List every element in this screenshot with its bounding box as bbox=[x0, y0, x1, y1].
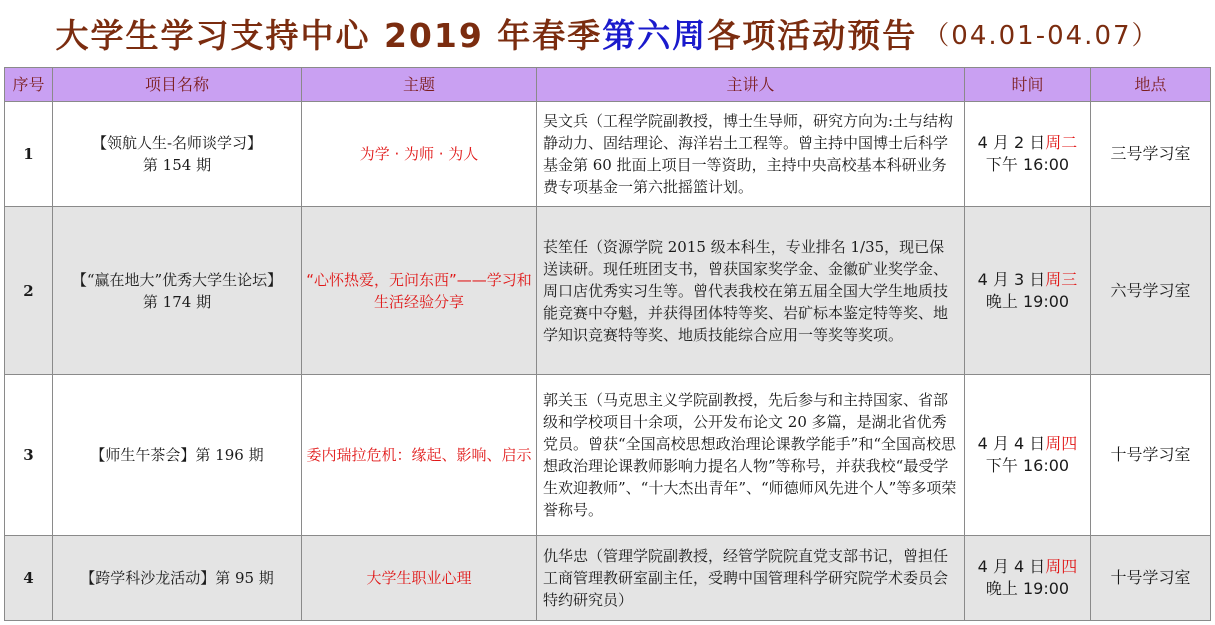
time-cell bbox=[965, 536, 1091, 621]
table-row bbox=[5, 102, 1211, 207]
event-weekday: 周二 bbox=[1045, 133, 1078, 152]
title-dates: （04.01-04.07） bbox=[923, 20, 1160, 51]
speaker-cell: 苌笙任（资源学院 2015 级本科生，专业排名 1/35，现已保送读研。现任班团支书，曾获国家奖学金、金徽矿业奖学金、周口店优秀实习生等。曾代表我校在第五届全国大学生地质技能竞赛中夺魁，并获得团体特等奖、岩矿标本鉴定特等奖、地学知识竞赛特等奖、地质技能综合应用一等奖等奖项。 bbox=[537, 207, 965, 375]
project-name bbox=[53, 207, 302, 375]
row-number: 2 bbox=[5, 207, 53, 375]
event-date: 4 月 3 日 bbox=[977, 269, 1046, 289]
project-issue: 第 154 期 bbox=[142, 156, 212, 174]
table-row bbox=[5, 375, 1211, 536]
speaker-cell: 吴文兵（工程学院副教授，博士生导师，研究方向为:土与结构静动力、固结理论、海洋岩土工程等。曾主持中国博士后科学基金第 60 批面上项目一等资助，主持中央高校基本科研业务费专项基金一第六批摇篮计划。 bbox=[537, 102, 965, 207]
speaker-cell: 郭关玉（马克思主义学院副教授，先后参与和主持国家、省部级和学校项目十余项，公开发布论文 20 多篇，是湖北省优秀党员。曾获“全国高校思想政治理论课教学能手”和“全国高校思想政治理论课教师影响力提名人物”等称号，并获我校“最受学生欢迎教师”、“十大杰出青年”、“师德师风先进个人”等多项荣誉称号。 bbox=[537, 375, 965, 536]
header-place: 地点 bbox=[1091, 68, 1211, 102]
table-row bbox=[5, 536, 1211, 621]
row-number: 3 bbox=[5, 375, 53, 536]
event-weekday: 周三 bbox=[1045, 269, 1078, 289]
topic-cell: 为学 · 为师 · 为人 bbox=[302, 102, 537, 207]
project-issue: 第 174 期 bbox=[142, 292, 212, 311]
event-hour: 下午 16:00 bbox=[985, 155, 1070, 174]
place-cell: 十号学习室 bbox=[1091, 375, 1211, 536]
event-date: 4 月 2 日 bbox=[977, 133, 1046, 152]
topic-cell: 大学生职业心理 bbox=[302, 536, 537, 621]
header-speaker: 主讲人 bbox=[537, 68, 965, 102]
header-project: 项目名称 bbox=[53, 68, 302, 102]
event-weekday: 周四 bbox=[1045, 434, 1078, 453]
event-hour: 下午 16:00 bbox=[985, 456, 1070, 475]
speaker-cell: 仇华忠（管理学院副教授，经管学院院直党支部书记，曾担任工商管理教研室副主任，受聘中国管理科学研究院学术委员会特约研究员） bbox=[537, 536, 965, 621]
project-title: 【领航人生-名师谈学习】 bbox=[91, 134, 263, 152]
place-cell: 六号学习室 bbox=[1091, 207, 1211, 375]
place-cell: 三号学习室 bbox=[1091, 102, 1211, 207]
title-main: 大学生学习支持中心 2019 年春季 bbox=[55, 15, 603, 55]
table-header-row bbox=[5, 68, 1211, 102]
event-hour: 晚上 19:00 bbox=[985, 579, 1070, 598]
event-date: 4 月 4 日 bbox=[977, 434, 1046, 453]
row-number: 1 bbox=[5, 102, 53, 207]
project-title: 【“赢在地大”优秀大学生论坛】 bbox=[71, 270, 283, 289]
activity-table bbox=[4, 67, 1211, 621]
project-name bbox=[53, 102, 302, 207]
header-topic: 主题 bbox=[302, 68, 537, 102]
place-cell: 十号学习室 bbox=[1091, 536, 1211, 621]
event-weekday: 周四 bbox=[1045, 557, 1078, 576]
event-date: 4 月 4 日 bbox=[977, 557, 1046, 576]
title-week: 第六周 bbox=[602, 15, 708, 55]
topic-cell: “心怀热爱，无问东西”——学习和生活经验分享 bbox=[302, 207, 537, 375]
project-name: 【跨学科沙龙活动】第 95 期 bbox=[53, 536, 302, 621]
event-hour: 晚上 19:00 bbox=[985, 291, 1070, 311]
time-cell bbox=[965, 207, 1091, 375]
project-name: 【师生午茶会】第 196 期 bbox=[53, 375, 302, 536]
title-activities: 各项活动预告 bbox=[707, 15, 918, 55]
header-time: 时间 bbox=[965, 68, 1091, 102]
table-row bbox=[5, 207, 1211, 375]
time-cell bbox=[965, 375, 1091, 536]
header-no: 序号 bbox=[5, 68, 53, 102]
time-cell bbox=[965, 102, 1091, 207]
page-title bbox=[0, 0, 1215, 66]
topic-cell: 委内瑞拉危机：缘起、影响、启示 bbox=[302, 375, 537, 536]
row-number: 4 bbox=[5, 536, 53, 621]
